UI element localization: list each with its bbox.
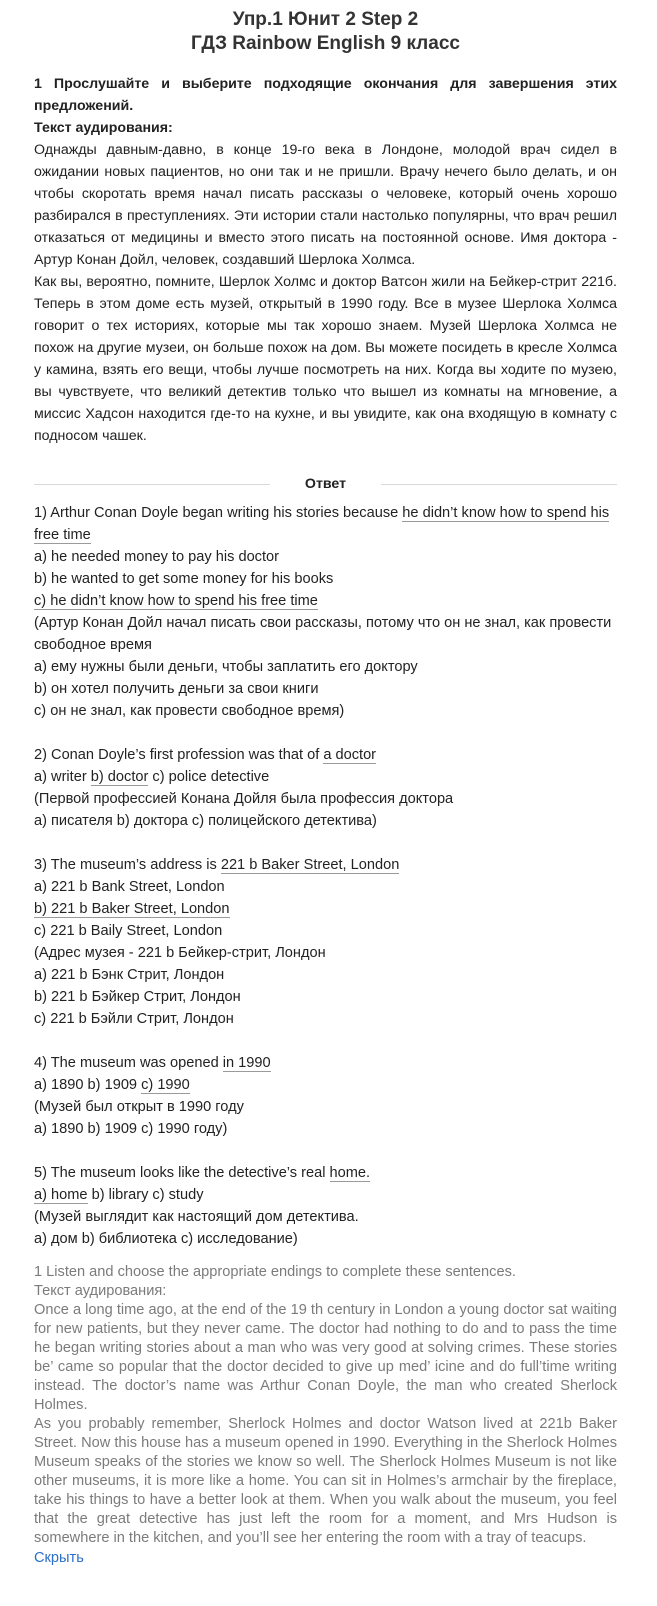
q1-translation-a: а) ему нужны были деньги, чтобы заплатить его доктору [34,659,418,675]
q5-stem: 5) The museum looks like the detective’s real home. [34,1165,371,1181]
q3-stem: 3) The museum’s address is 221 b Baker Street, London [34,857,400,873]
task-block [34,73,617,447]
q3-option-c: c) 221 b Baily Street, London [34,923,223,939]
q2-translation-options: а) писателя b) доктора с) полицейского детектива) [34,813,377,829]
q1-option-c: c) he didn’t know how to spend his free time [34,593,318,609]
page-title-line-2: ГДЗ Rainbow English 9 класс [191,33,460,54]
page [34,8,617,1568]
q5-answer: home. [329,1165,371,1181]
original-text-block [34,1263,617,1548]
task-instruction: 1 Прослушайте и выберите подходящие окончания для завершения этих предложений. [34,76,617,114]
answers-block [34,502,617,1250]
q4-translation-options: а) 1890 b) 1909 с) 1990 году) [34,1121,228,1137]
q3-translation-c: с) 221 b Бэйли Стрит, Лондон [34,1011,234,1027]
original-paragraph-1: Once a long time ago, at the end of the 19 th century in London a young doctor sat waiting for new patients, but they never came. The doctor had nothing to do and to pass the time he began writing stories about a man who was very good at solving crimes. These stories be’ came so popular that the doctor decided to give up med’ icine and do full’time writing instead. The doctor’s name was Arthur Conan Doyle, the man who created Sherlock Holmes. [34,1302,617,1413]
q2-translation-stem: (Первой профессией Конана Дойля была профессия доктора [34,791,454,807]
spacer [34,722,617,744]
q1-option-a: a) he needed money to pay his doctor [34,549,280,565]
task-paragraph-1: Однажды давным-давно, в конце 19-го века в Лондоне, молодой врач сидел в ожидании новых пациентов, но они так и не пришли. Врачу нечего было делать, и он чтобы скоротать время начал писать рассказы о человеке, который очень хорошо разбирался в преступлениях. Эти истории стали настолько популярны, что врач решил отказаться от медицины и вместо этого писать на постоянной основе. Имя доктора - Артур Конан Дойл, человек, создавший Шерлока Холмса. [34,142,617,268]
q3-answer: 221 b Baker Street, London [220,857,400,873]
q2-options: a) writer b) doctor c) police detective [34,769,270,785]
q3-translation-b: b) 221 b Бэйкер Стрит, Лондон [34,989,241,1005]
q2-stem: 2) Conan Doyle’s first profession was that of a doctor [34,747,377,763]
q4-stem: 4) The museum was opened in 1990 [34,1055,271,1071]
q2-answer: a doctor [323,747,377,763]
q1-translation-c: с) он не знал, как провести свободное время) [34,703,345,719]
answer-divider [34,472,617,496]
spacer [34,832,617,854]
q4-answer: in 1990 [222,1055,271,1071]
q1-answer: he didn’t know how to spend his free time [34,505,610,543]
divider-line-right [381,484,617,485]
spacer [34,1140,617,1162]
q3-translation-stem: (Адрес музея - 221 b Бейкер-стрит, Лондон [34,945,326,961]
q1-translation-b: b) он хотел получить деньги за свои книги [34,681,319,697]
q1-option-b: b) he wanted to get some money for his books [34,571,334,587]
page-title-line-1: Упр.1 Юнит 2 Step 2 [232,9,419,30]
q5-translation-options: а) дом b) библиотека с) исследование) [34,1231,298,1247]
hide-link[interactable]: Скрыть [34,1550,84,1566]
original-paragraph-2: As you probably remember, Sherlock Holmes and doctor Watson lived at 221b Baker Street. Now this house has a museum opened in 1990. Everything in the Sherlock Holmes Museum speaks of the stories we know so well. The Sherlock Holmes Museum is not like other museums, it is more like a home. You can sit in Holmes’s armchair by the fireplace, take his things to have a better look at them. When you walk about the museum, you feel that the great detective has just left the room for a moment, and Mrs Hudson is somewhere in the kitchen, and you’ll see her entering the room with a tray of teacups. [34,1416,617,1546]
q3-translation-a: а) 221 b Бэнк Стрит, Лондон [34,967,225,983]
q1-translation-stem: (Артур Конан Дойл начал писать свои рассказы, потому что он не знал, как провести свободное время [34,615,612,653]
q5-translation-stem: (Музей выглядит как настоящий дом детектива. [34,1209,359,1225]
q3-option-a: a) 221 b Bank Street, London [34,879,225,895]
q4-translation-stem: (Музей был открыт в 1990 году [34,1099,244,1115]
q5-options: a) home b) library c) study [34,1187,204,1203]
listening-label: Текст аудирования: [34,120,173,136]
original-instruction: 1 Listen and choose the appropriate endings to complete these sentences. [34,1264,516,1280]
task-paragraph-2: Как вы, вероятно, помните, Шерлок Холмс и доктор Ватсон жили на Бейкер-стрит 221б. Теперь в этом доме есть музей, открытый в 1990 году. Все в музее Шерлока Холмса говорит о тех историях, которые мы так хорошо знаем. Музей Шерлока Холмса не похож на другие музеи, он больше похож на дом. Вы можете посидеть в кресле Холмса у камина, взять его вещи, чтобы лучше посмотреть на них. Когда вы ходите по музею, вы чувствуете, что великий детектив только что вышел из комнаты на мгновение, а миссис Хадсон находится где-то на кухне, и вы увидите, как она входящую в комнату с подносом чашек. [34,274,617,444]
q3-option-b: b) 221 b Baker Street, London [34,901,230,917]
q4-options: a) 1890 b) 1909 c) 1990 [34,1077,190,1093]
answer-heading: Ответ [304,476,347,492]
spacer [34,1030,617,1052]
original-listening-label: Текст аудирования: [34,1283,167,1299]
q1-stem: 1) Arthur Conan Doyle began writing his stories because he didn’t know how to spend his free time [34,505,610,543]
